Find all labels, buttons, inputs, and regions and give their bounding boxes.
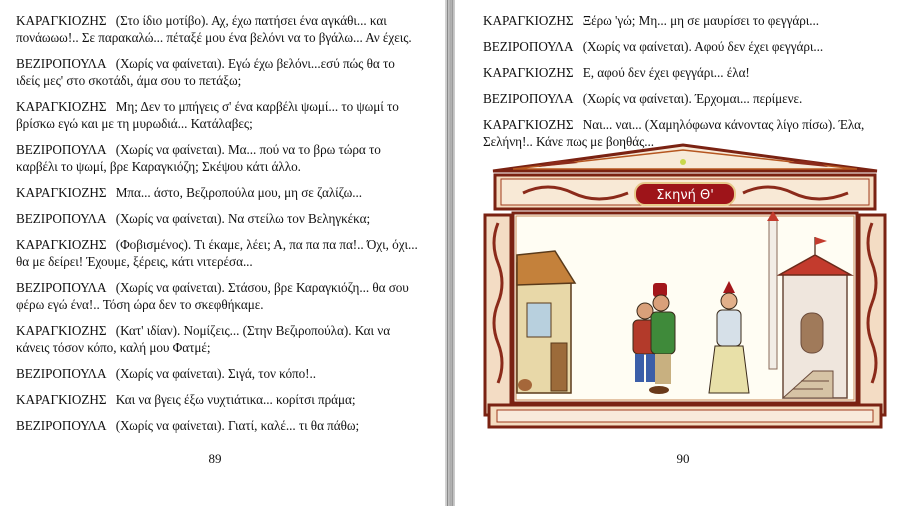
scene-sign-label: Σκηνή Θ' <box>656 188 714 203</box>
dialogue-line <box>16 279 420 313</box>
right-pillar <box>859 215 885 415</box>
line-text: Ε, αφού δεν έχει φεγγάρι... έλα! <box>582 65 750 80</box>
left-pillar <box>485 215 511 415</box>
speaker-name: ΚΑΡΑΓΚΙΟΖΗΣ <box>16 99 107 114</box>
dialogue-line <box>16 391 420 408</box>
line-text: Και να βγεις έξω νυχτιάτικα... κορίτσι πράμα; <box>115 392 356 407</box>
line-text: Ξέρω 'γώ; Μη... μη σε μαυρίσει το φεγγάρι... <box>582 13 820 28</box>
dialogue-line <box>483 90 887 107</box>
speaker-name: ΚΑΡΑΓΚΙΟΖΗΣ <box>16 185 107 200</box>
page-number-right: 90 <box>676 451 690 466</box>
line-text: (Χωρίς να φαίνεται). Εγώ έχω βελόνι...εσύ πώς θα το ιδείς μες' στο σκοτάδι, άμα σου το πετάξω; <box>16 56 395 88</box>
dialogue-text-left <box>16 12 420 443</box>
speaker-name: ΒΕΖΙΡΟΠΟΥΛΑ <box>16 142 107 157</box>
speaker-name: ΒΕΖΙΡΟΠΟΥΛΑ <box>16 366 107 381</box>
line-text: (Φοβισμένος). Τι έκαμε, λέει; Α, πα πα πα πα!.. Όχι, όχι... θα με δείρει! Έχουμε, ξέρεις, κάτι νιτερέσα... <box>16 237 418 269</box>
dialogue-line <box>16 12 420 46</box>
line-text: (Χωρίς να φαίνεται). Σιγά, τον κόπο!.. <box>115 366 316 381</box>
line-text: (Χωρίς να φαίνεται). Γιατί, καλέ... τι θα πάθω; <box>115 418 360 433</box>
line-text: (Χωρίς να φαίνεται). Έρχομαι... περίμενε. <box>582 91 803 106</box>
speaker-name: ΚΑΡΑΓΚΙΟΖΗΣ <box>16 323 107 338</box>
dialogue-line <box>16 365 420 382</box>
dialogue-line <box>16 417 420 434</box>
dialogue-line <box>483 38 887 55</box>
line-text: (Στο ίδιο μοτίβο). Αχ, έχω πατήσει ένα αγκάθι... και πονάωωω!.. Σε παρακαλώ... πέταξέ μου ένα βελόνι να το βγάλω... Αν έχεις. <box>16 13 412 45</box>
stage-roof <box>493 145 877 171</box>
speaker-name: ΒΕΖΙΡΟΠΟΥΛΑ <box>16 280 107 295</box>
speaker-name: ΚΑΡΑΓΚΙΟΖΗΣ <box>16 392 107 407</box>
speaker-name: ΚΑΡΑΓΚΙΟΖΗΣ <box>16 13 107 28</box>
dialogue-line <box>483 64 887 81</box>
line-text: Ναι... ναι... (Χαμηλόφωνα κάνοντας λίγο πίσω). Έλα, Σελήνη!.. Κάνε πως με βοηθάς... <box>483 117 865 149</box>
dialogue-line <box>16 141 420 175</box>
dialogue-line <box>483 12 887 29</box>
dialogue-line <box>16 322 420 356</box>
dialogue-text-right <box>483 12 887 159</box>
dialogue-line <box>16 210 420 227</box>
speaker-name: ΚΑΡΑΓΚΙΟΖΗΣ <box>483 117 574 132</box>
dialogue-line <box>16 184 420 201</box>
speaker-name: ΒΕΖΙΡΟΠΟΥΛΑ <box>16 418 107 433</box>
speaker-name: ΒΕΖΙΡΟΠΟΥΛΑ <box>483 91 574 106</box>
book-gutter <box>445 0 455 506</box>
line-text: (Κατ' ιδίαν). Νομίζεις... (Στην Βεζιροπούλα). Και να κάνεις τόσον κόπο, καλή μου Φατμέ; <box>16 323 391 355</box>
roof-ornament <box>680 159 686 165</box>
page-90 <box>455 0 901 506</box>
speaker-name: ΒΕΖΙΡΟΠΟΥΛΑ <box>16 211 107 226</box>
speaker-name: ΚΑΡΑΓΚΙΟΖΗΣ <box>483 65 574 80</box>
speaker-name: ΒΕΖΙΡΟΠΟΥΛΑ <box>483 39 574 54</box>
line-text: (Χωρίς να φαίνεται). Αφού δεν έχει φεγγάρι... <box>582 39 824 54</box>
shadow-theatre-illustration <box>483 143 887 433</box>
line-text: (Χωρίς να φαίνεται). Μα... πού να το βρω τώρα το καρβέλι το ψωμί, βρε Καραγκιόζη; Σκέψου κάτι άλλο. <box>16 142 381 174</box>
dialogue-line <box>16 236 420 270</box>
line-text: Μη; Δεν το μπήγεις σ' ένα καρβέλι ψωμί... το ψωμί το βρίσκω εγώ και με τη μυρωδιά... Κατάλαβες; <box>16 99 399 131</box>
dialogue-line <box>16 55 420 89</box>
line-text: (Χωρίς να φαίνεται). Στάσου, βρε Καραγκιόζη... θα σου φέρω εγώ ένα!.. Τόση ώρα δεν το σκεφθήκαμε. <box>16 280 409 312</box>
karagiozis-hut <box>517 251 575 393</box>
speaker-name: ΚΑΡΑΓΚΙΟΖΗΣ <box>16 237 107 252</box>
speaker-name: ΚΑΡΑΓΚΙΟΖΗΣ <box>483 13 574 28</box>
page-89 <box>0 0 445 506</box>
line-text: (Χωρίς να φαίνεται). Να στείλω τον Βεληγκέκα; <box>115 211 371 226</box>
line-text: Μπα... άστο, Βεζιροπούλα μου, μη σε ζαλίζω... <box>115 185 362 200</box>
dialogue-line <box>16 98 420 132</box>
page-number-left: 89 <box>208 451 222 466</box>
speaker-name: ΒΕΖΙΡΟΠΟΥΛΑ <box>16 56 107 71</box>
